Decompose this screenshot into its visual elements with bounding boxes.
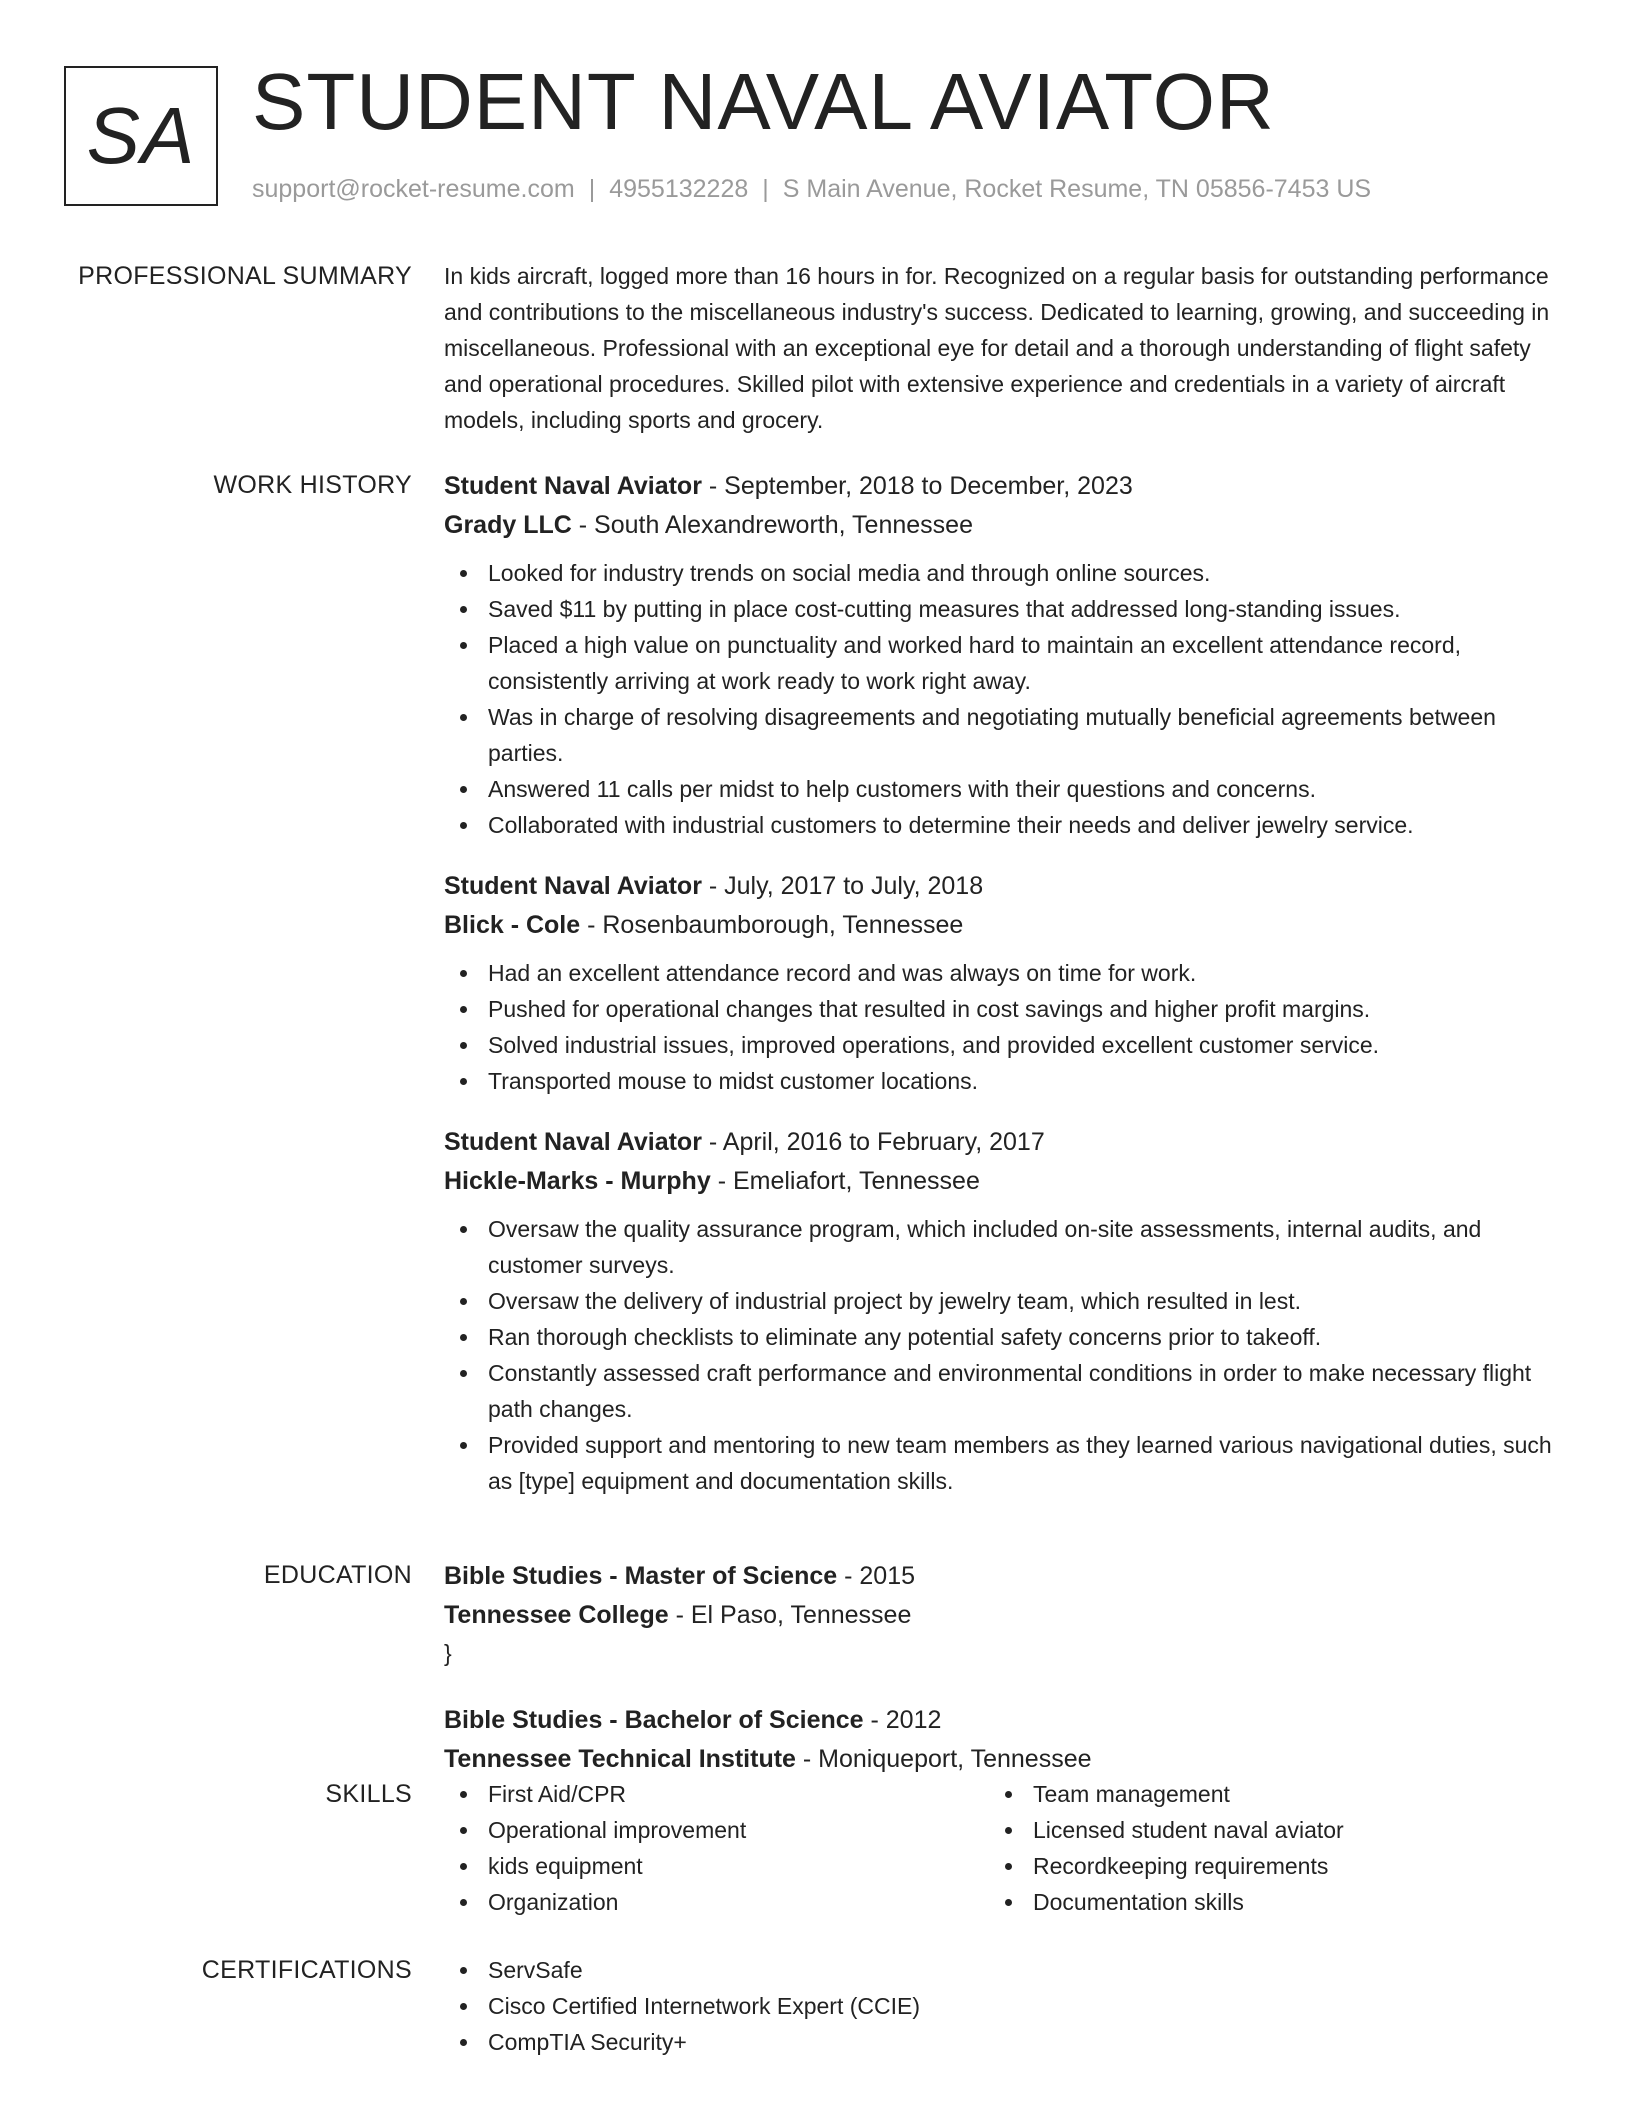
degree-year: - 2012 xyxy=(863,1706,942,1734)
company-line xyxy=(444,906,1564,945)
company-name: Grady LLC xyxy=(444,511,572,539)
skills-list-right xyxy=(989,1776,1534,1920)
skill-item: Recordkeeping requirements xyxy=(989,1848,1534,1884)
company-line xyxy=(444,506,1564,545)
job-entry xyxy=(444,1123,1564,1499)
certification-item: ServSafe xyxy=(444,1952,1564,1988)
job-bullet: Collaborated with industrial customers to determine their needs and deliver jewelry service. xyxy=(444,807,1564,843)
certifications-body xyxy=(444,1952,1564,2060)
school-line xyxy=(444,1596,1564,1635)
job-title: Student Naval Aviator xyxy=(444,1128,702,1156)
job-bullet: Saved $11 by putting in place cost-cutting measures that addressed long-standing issues. xyxy=(444,591,1564,627)
skill-item: First Aid/CPR xyxy=(444,1776,989,1812)
company-name: Blick - Cole xyxy=(444,911,581,939)
job-bullet: Answered 11 calls per midst to help customers with their questions and concerns. xyxy=(444,771,1564,807)
job-bullet: Transported mouse to midst customer locations. xyxy=(444,1063,1564,1099)
skill-item: Team management xyxy=(989,1776,1534,1812)
job-bullet: Provided support and mentoring to new team members as they learned various navigational duties, such as [type] equipment and documentation skills. xyxy=(444,1427,1564,1499)
skill-item: Documentation skills xyxy=(989,1884,1534,1920)
job-bullet: Oversaw the quality assurance program, which included on-site assessments, internal audits, and customer surveys. xyxy=(444,1211,1564,1283)
job-bullet: Oversaw the delivery of industrial project by jewelry team, which resulted in lest. xyxy=(444,1283,1564,1319)
skills-list-left xyxy=(444,1776,989,1920)
company-location: - Emeliafort, Tennessee xyxy=(710,1167,980,1195)
work-history-body xyxy=(444,467,1564,1499)
job-title: Student Naval Aviator xyxy=(444,472,702,500)
skill-item: Operational improvement xyxy=(444,1812,989,1848)
job-dates: - April, 2016 to February, 2017 xyxy=(701,1128,1045,1156)
school-name: Tennessee Technical Institute xyxy=(444,1745,796,1773)
job-entry xyxy=(444,867,1564,1099)
job-bullets xyxy=(444,555,1564,843)
degree-line xyxy=(444,1557,1564,1596)
summary-text: In kids aircraft, logged more than 16 hours in for. Recognized on a regular basis for outstanding performance and contributions to the miscellaneous industry's success. Dedicated to learning, growing, and succeeding in miscellaneous. Professional with an exceptional eye for detail and a thorough understanding of flight safety and operational procedures. Skilled pilot with extensive experience and credentials in a variety of aircraft models, including sports and grocery. xyxy=(444,263,1550,433)
job-bullet: Constantly assessed craft performance and environmental conditions in order to make necessary flight path changes. xyxy=(444,1355,1564,1427)
certifications-list xyxy=(444,1952,1564,2060)
job-bullet: Placed a high value on punctuality and worked hard to maintain an excellent attendance record, consistently arriving at work ready to work right away. xyxy=(444,627,1564,699)
job-title-line xyxy=(444,867,1564,906)
job-bullet: Was in charge of resolving disagreements and negotiating mutually beneficial agreements between parties. xyxy=(444,699,1564,771)
skill-item: Licensed student naval aviator xyxy=(989,1812,1534,1848)
education-entry xyxy=(444,1701,1564,1779)
company-line xyxy=(444,1162,1564,1201)
company-location: - South Alexandreworth, Tennessee xyxy=(571,511,973,539)
education-body xyxy=(444,1557,1564,1779)
job-dates: - July, 2017 to July, 2018 xyxy=(701,872,984,900)
job-title-line xyxy=(444,467,1564,506)
monogram-logo: SA xyxy=(64,66,218,206)
job-bullet: Looked for industry trends on social media and through online sources. xyxy=(444,555,1564,591)
job-bullet: Pushed for operational changes that resulted in cost savings and higher profit margins. xyxy=(444,991,1564,1027)
degree-line xyxy=(444,1701,1564,1740)
education-entry: Bible Studies - Master of Science - 2015 Tennessee College - El Paso, Tennessee } xyxy=(444,1557,1564,1671)
degree-name: Bible Studies - Master of Science xyxy=(444,1562,838,1590)
job-bullet: Had an excellent attendance record and was always on time for work. xyxy=(444,955,1564,991)
school-name: Tennessee College xyxy=(444,1601,669,1629)
section-label-work-history: WORK HISTORY xyxy=(213,471,412,499)
job-entry xyxy=(444,467,1564,843)
degree-year: - 2015 xyxy=(837,1562,916,1590)
school-location: - El Paso, Tennessee xyxy=(668,1601,912,1629)
school-line xyxy=(444,1740,1564,1779)
company-location: - Rosenbaumborough, Tennessee xyxy=(580,911,964,939)
contact-separator: | xyxy=(588,175,596,203)
certification-item: Cisco Certified Internetwork Expert (CCIE) xyxy=(444,1988,1564,2024)
job-bullet: Ran thorough checklists to eliminate any potential safety concerns prior to takeoff. xyxy=(444,1319,1564,1355)
contact-email: support@rocket-resume.com xyxy=(252,175,575,203)
job-title: Student Naval Aviator xyxy=(444,872,702,900)
job-bullet: Solved industrial issues, improved operations, and provided excellent customer service. xyxy=(444,1027,1564,1063)
job-title-line xyxy=(444,1123,1564,1162)
job-dates: - September, 2018 to December, 2023 xyxy=(701,472,1133,500)
job-bullets xyxy=(444,1211,1564,1499)
candidate-name: STUDENT NAVAL AVIATOR xyxy=(252,57,1275,146)
job-bullets xyxy=(444,955,1564,1099)
skill-item: Organization xyxy=(444,1884,989,1920)
contact-address: S Main Avenue, Rocket Resume, TN 05856-7453 US xyxy=(782,175,1372,203)
section-label-education: EDUCATION xyxy=(263,1561,412,1589)
skill-item: kids equipment xyxy=(444,1848,989,1884)
contact-separator: | xyxy=(762,175,769,203)
contact-line xyxy=(252,174,1371,204)
company-name: Hickle-Marks - Murphy xyxy=(444,1167,711,1195)
section-label-skills: SKILLS xyxy=(325,1780,412,1808)
school-location: - Moniqueport, Tennessee xyxy=(795,1745,1092,1773)
section-label-certifications: CERTIFICATIONS xyxy=(201,1956,412,1984)
section-label-summary: PROFESSIONAL SUMMARY xyxy=(78,262,412,290)
certification-item: CompTIA Security+ xyxy=(444,2024,1564,2060)
contact-phone: 4955132228 xyxy=(609,175,749,203)
degree-name: Bible Studies - Bachelor of Science xyxy=(444,1706,864,1734)
skills-body xyxy=(444,1776,1564,1920)
skills-columns xyxy=(444,1776,1564,1920)
